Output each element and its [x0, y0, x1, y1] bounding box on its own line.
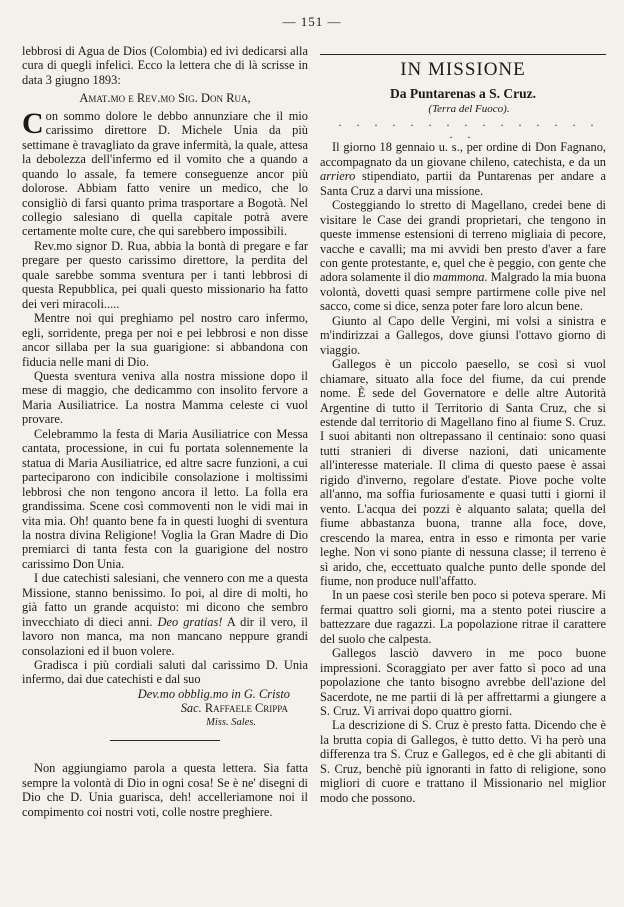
divider	[110, 740, 220, 741]
signature-name: Sac. Raffaele Crippa	[180, 701, 288, 716]
letter-paragraph: Rev.mo signor D. Rua, abbia la bontà di pregare e far pregare per questo carissimo direttore, la perdita del quale sarebbe somma sventura per i tanti lebbrosi di questa Repubblica, pei quali questo missionario ha fatto dei veri miracoli.....	[22, 238, 308, 311]
article-paragraph: Giunto al Capo delle Vergini, mi volsi a sinistra e m'indirizzai a Gallegos, dove giunsi l'ottavo giorno di viaggio.	[320, 313, 606, 357]
section-title: IN MISSIONE	[320, 54, 606, 77]
article-subtitle: (Terra del Fuoco).	[428, 102, 510, 115]
article-paragraph: Costeggiando lo stretto di Magellano, credei bene di visitare le Case dei grandi proprietari, che tengono in queste immense estensioni di terreno migliaia di pecore, vacche e cavalli; ma mi avvidi ben presto d'aver a fare con gente protestante, e, quel che è peggio, con gente che adora solamente il dio mammona. Malgrado la mia buona volontà, dovetti quasi sempre partirmene colle pive nel sacco, come si dice, senza poter fare loro alcun bene.	[320, 198, 606, 314]
letter-paragraph: Con sommo dolore le debbo annunziare che il mio carissimo direttore D. Michele Unia da più settimane è travagliato da grave infermità, la quale, attesa la debolezza dell'infermo ed il vomito che a quando a quando lo assale, fa temere conseguenze ancor più dolorose. Abbiam fatto venire un medico, che lo consigliò di farsi quanto prima trasportare a Bogotà. Nel collegio salesiano di quella capitale potrà avere certamente molte cure, che qui sarebbero impossibili.	[22, 106, 308, 239]
article-title: Da Puntarenas a S. Cruz.	[389, 86, 536, 102]
letter-paragraph: Questa sventura veniva alla nostra missione dopo il mese di maggio, che dedicammo con insolito fervore a Maria Ausiliatrice. La nostra Mamma celeste ci vuol provare.	[22, 368, 308, 427]
article-paragraph: In un paese così sterile ben poco si poteva sperare. Mi fermai quattro soli giorni, ma a stento potei riuscire a battezzare due ragazzi. La popolazione ritrae il carattere del suolo che calpesta.	[320, 588, 606, 646]
letter-paragraph: Celebrammo la festa di Maria Ausiliatrice con Messa cantata, processione, in cui fu portata solennemente la statua di Maria Ausiliatrice, ed altre sacre funzioni, a cui parteciparono con indicibile consolazione i moltissimi lebbrosi che non tengono ancora il letto. La folla era grandissima. Scene così commoventi non le vidi mai in vita mia. Oh! quanto bene fa in questi luoghi di sventura la nostra divina Religione! Voglia la Gran Madre di Dio premiarci di tanta festa con la guarigione del nostro carissimo Don Unia.	[22, 426, 308, 571]
letter-paragraph: I due catechisti salesiani, che vennero con me a questa Missione, stanno benissimo. Io poi, al dire di molti, ho già fatto un grande acquisto: mi dicono che sembro invecchiato di dieci anni. Deo gratias! A dir il vero, il lavoro non manca, ma non mancano neppure grandi consolazioni ed il buon volere.	[22, 571, 308, 658]
left-column	[22, 44, 308, 819]
article-paragraph: Gallegos è un piccolo paesello, se così si vuol chiamare, situato alla foce del fiume, da cui prende nome. È sede del Governatore e delle altre Autorità Argentine di tutto il Territorio di Santa Cruz, che si estende dal territorio di Magellano fino al fiume S. Cruz. I suoi abitanti non oltrepassano il centinaio: sono quasi tutti stranieri di diverse nazioni, dati unicamente all'interesse materiale. Il clima di questo paese è assai rigido d'inverno, regolare d'estate. Piove poche volte all'anno, ma soffia furiosamente e quasi tutti i giorni il vento. L'acqua dei pozzi è alquanto salata; quella del fiume abbastanza buona, tranne alla foce, dove, crescendo la marea, entra in esso e rimonta per varie leghe. Non vi sono piante di nessuna classe; il terreno è sì arido, che, eccettuato qualche punto delle sponde del fiume, non produce null'affatto.	[320, 357, 606, 588]
right-column	[320, 44, 606, 805]
article-paragraph: Gallegos lasciò davvero in me poco buone impressioni. Scoraggiato per aver fatto sì poco ad una popolazione che tanto bisogno avrebbe dell'azione del Sacerdote, ne me partii di là per affrettarmi a giungere a S. Cruz. Vi arrivai dopo quattro giorni.	[320, 646, 606, 719]
editorial-note: Non aggiungiamo parola a questa lettera. Sia fatta sempre la volontà di Dio in ogni cosa! Se è ne' disegni di Dio che D. Unia guarisca, deh! accelleriamone noi il compimento coi nostri voti, colle nostre preghiere.	[22, 761, 308, 819]
letter-paragraph: Gradisca i più cordiali saluti dal carissimo D. Unia infermo, dai due catechisti e dal suo	[22, 658, 308, 687]
letter-salutation: Amat.mo e Rev.mo Sig. Don Rua,	[79, 91, 251, 106]
drop-cap: C	[22, 106, 44, 140]
ellipsis-dots: . . . . . . . . . . . . . . . . .	[338, 115, 600, 142]
signature-subtitle: Miss. Sales.	[206, 716, 256, 728]
signature-closing: Dev.mo obblig.mo in G. Cristo	[137, 686, 290, 701]
letter-intro: lebbrosi di Agua de Dios (Colombia) ed ivi dedicarsi alla cura di quegli infelici. Ecco la lettera che di là scrisse in data 3 giugno 1893:	[22, 44, 308, 87]
article-paragraph: La descrizione di S. Cruz è presto fatta. Dicendo che è la brutta copia di Gallegos, è tutto detto. Vi ha però una differenza tra S. Cruz e Gallegos, ed è che gli abitanti di S. Cruz, benchè più ignoranti in fatto di religione, sono migliori di cuore e trattano il Missionario nel miglior modo che possono.	[320, 718, 606, 805]
article-paragraph: Il giorno 18 gennaio u. s., per ordine di Don Fagnano, accompagnato da un giovane chileno, catechista, e da un arriero stipendiato, partii da Puntarenas per andare a Santa Cruz a darvi una missione.	[320, 140, 606, 198]
page-number: — 151 —	[282, 14, 342, 29]
letter-paragraph: Mentre noi qui preghiamo pel nostro caro infermo, egli, sorridente, prega per noi e pei lebbrosi e non disse ancor sillaba per la sua guarigione: si abbandona con fiducia nelle mani di Dio.	[22, 311, 308, 369]
